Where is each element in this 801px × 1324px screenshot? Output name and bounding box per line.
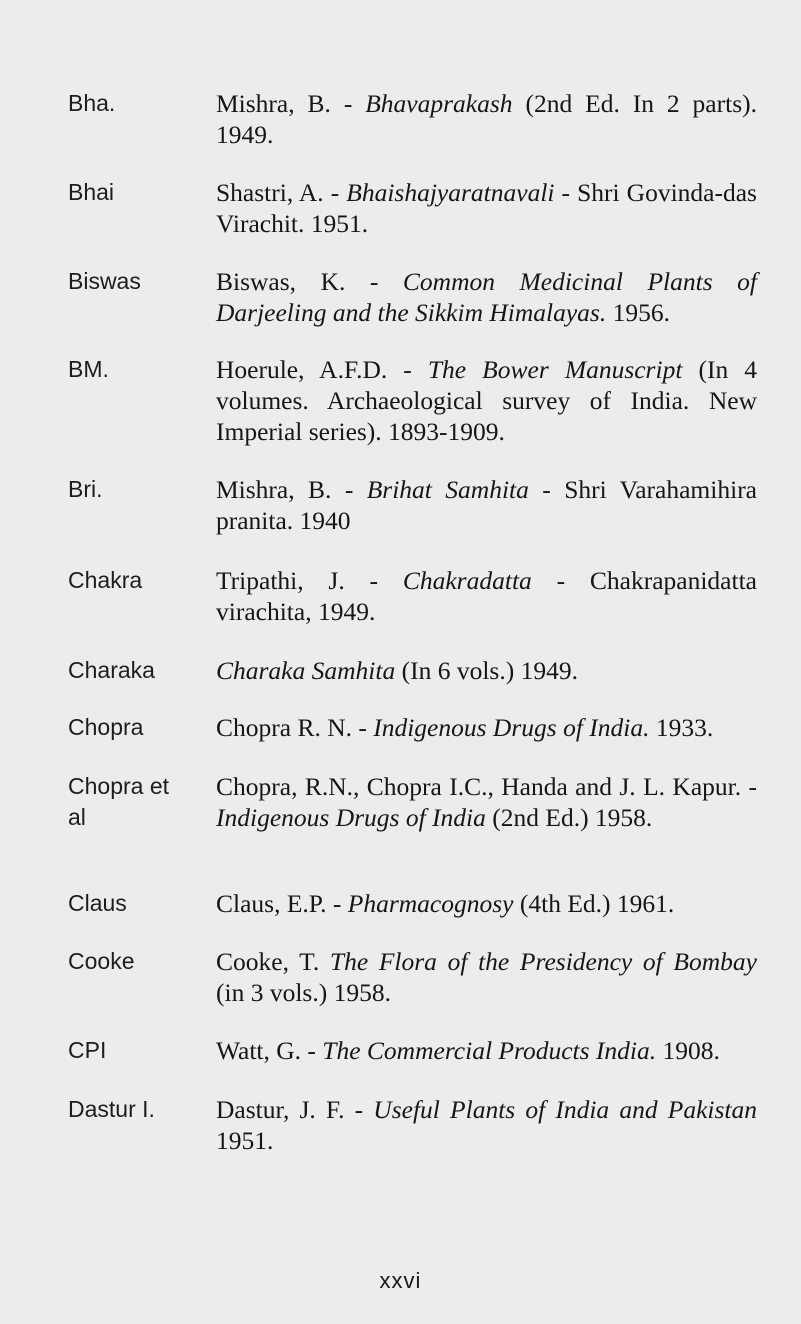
entry-author: Cooke, T. bbox=[216, 947, 330, 976]
entry-reference bbox=[216, 771, 757, 833]
entry-author: Mishra, B. - bbox=[216, 475, 367, 504]
entry-details: (In 6 vols.) 1949. bbox=[395, 656, 578, 685]
entry-author: Tripathi, J. - bbox=[216, 566, 403, 595]
entry-title: Chakradatta bbox=[402, 566, 532, 595]
entry-abbreviation: Chopra bbox=[68, 714, 144, 740]
entry-title: Pharmacognosy bbox=[347, 889, 514, 918]
entry-title: Common Medicinal Plants of Darjeeling and the Sikkim Himalayas. bbox=[216, 267, 757, 327]
entry-details: (2nd Ed.) 1958. bbox=[485, 803, 653, 832]
entry-author: Chopra R. N. - bbox=[216, 713, 374, 742]
entry-author: Dastur, J. F. - bbox=[216, 1095, 374, 1124]
entry-abbreviation: Chopra et al bbox=[68, 773, 170, 830]
entry-abbreviation: BM. bbox=[68, 356, 109, 382]
entry-abbreviation: Bhai bbox=[68, 179, 115, 205]
entry-abbreviation: Claus bbox=[68, 890, 127, 916]
entry-details: - Chakrapanidatta virachita, 1949. bbox=[216, 566, 757, 626]
entry-title: Indigenous Drugs of India bbox=[216, 803, 486, 832]
entry-reference bbox=[216, 266, 757, 328]
entry-author: Hoerule, A.F.D. - bbox=[216, 355, 428, 384]
entry-abbreviation: CPI bbox=[68, 1037, 107, 1063]
page-number: xxvi bbox=[379, 1268, 422, 1293]
entry-reference bbox=[216, 88, 757, 150]
entry-title: Useful Plants of India and Pakistan bbox=[373, 1095, 757, 1124]
entry-author: Biswas, K. - bbox=[216, 267, 403, 296]
entry-author: Chopra, R.N., Chopra I.C., Handa and J. L. Kapur. - bbox=[216, 772, 757, 801]
entry-details: 1908. bbox=[656, 1036, 720, 1065]
entry-reference bbox=[216, 655, 757, 686]
entry-title: Bhaishajyaratnavali bbox=[346, 178, 555, 207]
entry-title: The Flora of the Presidency of Bombay bbox=[329, 947, 757, 976]
entry-details: (4th Ed.) 1961. bbox=[513, 889, 675, 918]
entry-author: Shastri, A. - bbox=[216, 178, 347, 207]
entry-reference bbox=[216, 1094, 757, 1156]
entry-details: (In 4 volumes. Archaeological survey of India. New Imperial series). 1893-1909. bbox=[216, 355, 758, 446]
entry-abbreviation: Dastur I. bbox=[68, 1096, 155, 1122]
entry-title: The Bower Manuscript bbox=[427, 355, 683, 384]
entry-details: 1951. bbox=[216, 1126, 274, 1155]
entry-details: - Shri Varahamihira pranita. 1940 bbox=[216, 475, 757, 535]
entry-title: Charaka Samhita bbox=[216, 656, 396, 685]
entry-details: (in 3 vols.) 1958. bbox=[216, 978, 391, 1007]
entry-title: Brihat Samhita bbox=[366, 475, 529, 504]
entry-details: (2nd Ed. In 2 parts). 1949. bbox=[216, 89, 757, 149]
entry-abbreviation: Biswas bbox=[68, 268, 141, 294]
entry-abbreviation: Bha. bbox=[68, 90, 116, 116]
entry-title: Bhavaprakash bbox=[365, 89, 513, 118]
entry-reference bbox=[216, 946, 757, 1008]
entry-abbreviation: Chakra bbox=[68, 567, 143, 593]
entry-reference bbox=[216, 177, 757, 239]
entry-reference bbox=[216, 1035, 757, 1066]
entry-reference bbox=[216, 888, 757, 919]
entry-abbreviation: Charaka bbox=[68, 657, 155, 683]
entry-reference bbox=[216, 565, 757, 627]
entry-abbreviation: Bri. bbox=[68, 476, 103, 502]
entry-title: The Commercial Products India. bbox=[322, 1036, 657, 1065]
entry-reference bbox=[216, 474, 757, 536]
entry-abbreviation: Cooke bbox=[68, 948, 135, 974]
entry-title: Indigenous Drugs of India. bbox=[373, 713, 650, 742]
entry-details: 1933. bbox=[649, 713, 714, 742]
entry-reference bbox=[216, 354, 757, 447]
entry-reference bbox=[216, 712, 757, 743]
entry-details: 1956. bbox=[606, 298, 670, 327]
entry-author: Claus, E.P. - bbox=[216, 889, 348, 918]
entry-author: Watt, G. - bbox=[216, 1036, 323, 1065]
entry-details: - Shri Govinda-das Virachit. 1951. bbox=[216, 178, 757, 238]
entry-author: Mishra, B. - bbox=[216, 89, 366, 118]
